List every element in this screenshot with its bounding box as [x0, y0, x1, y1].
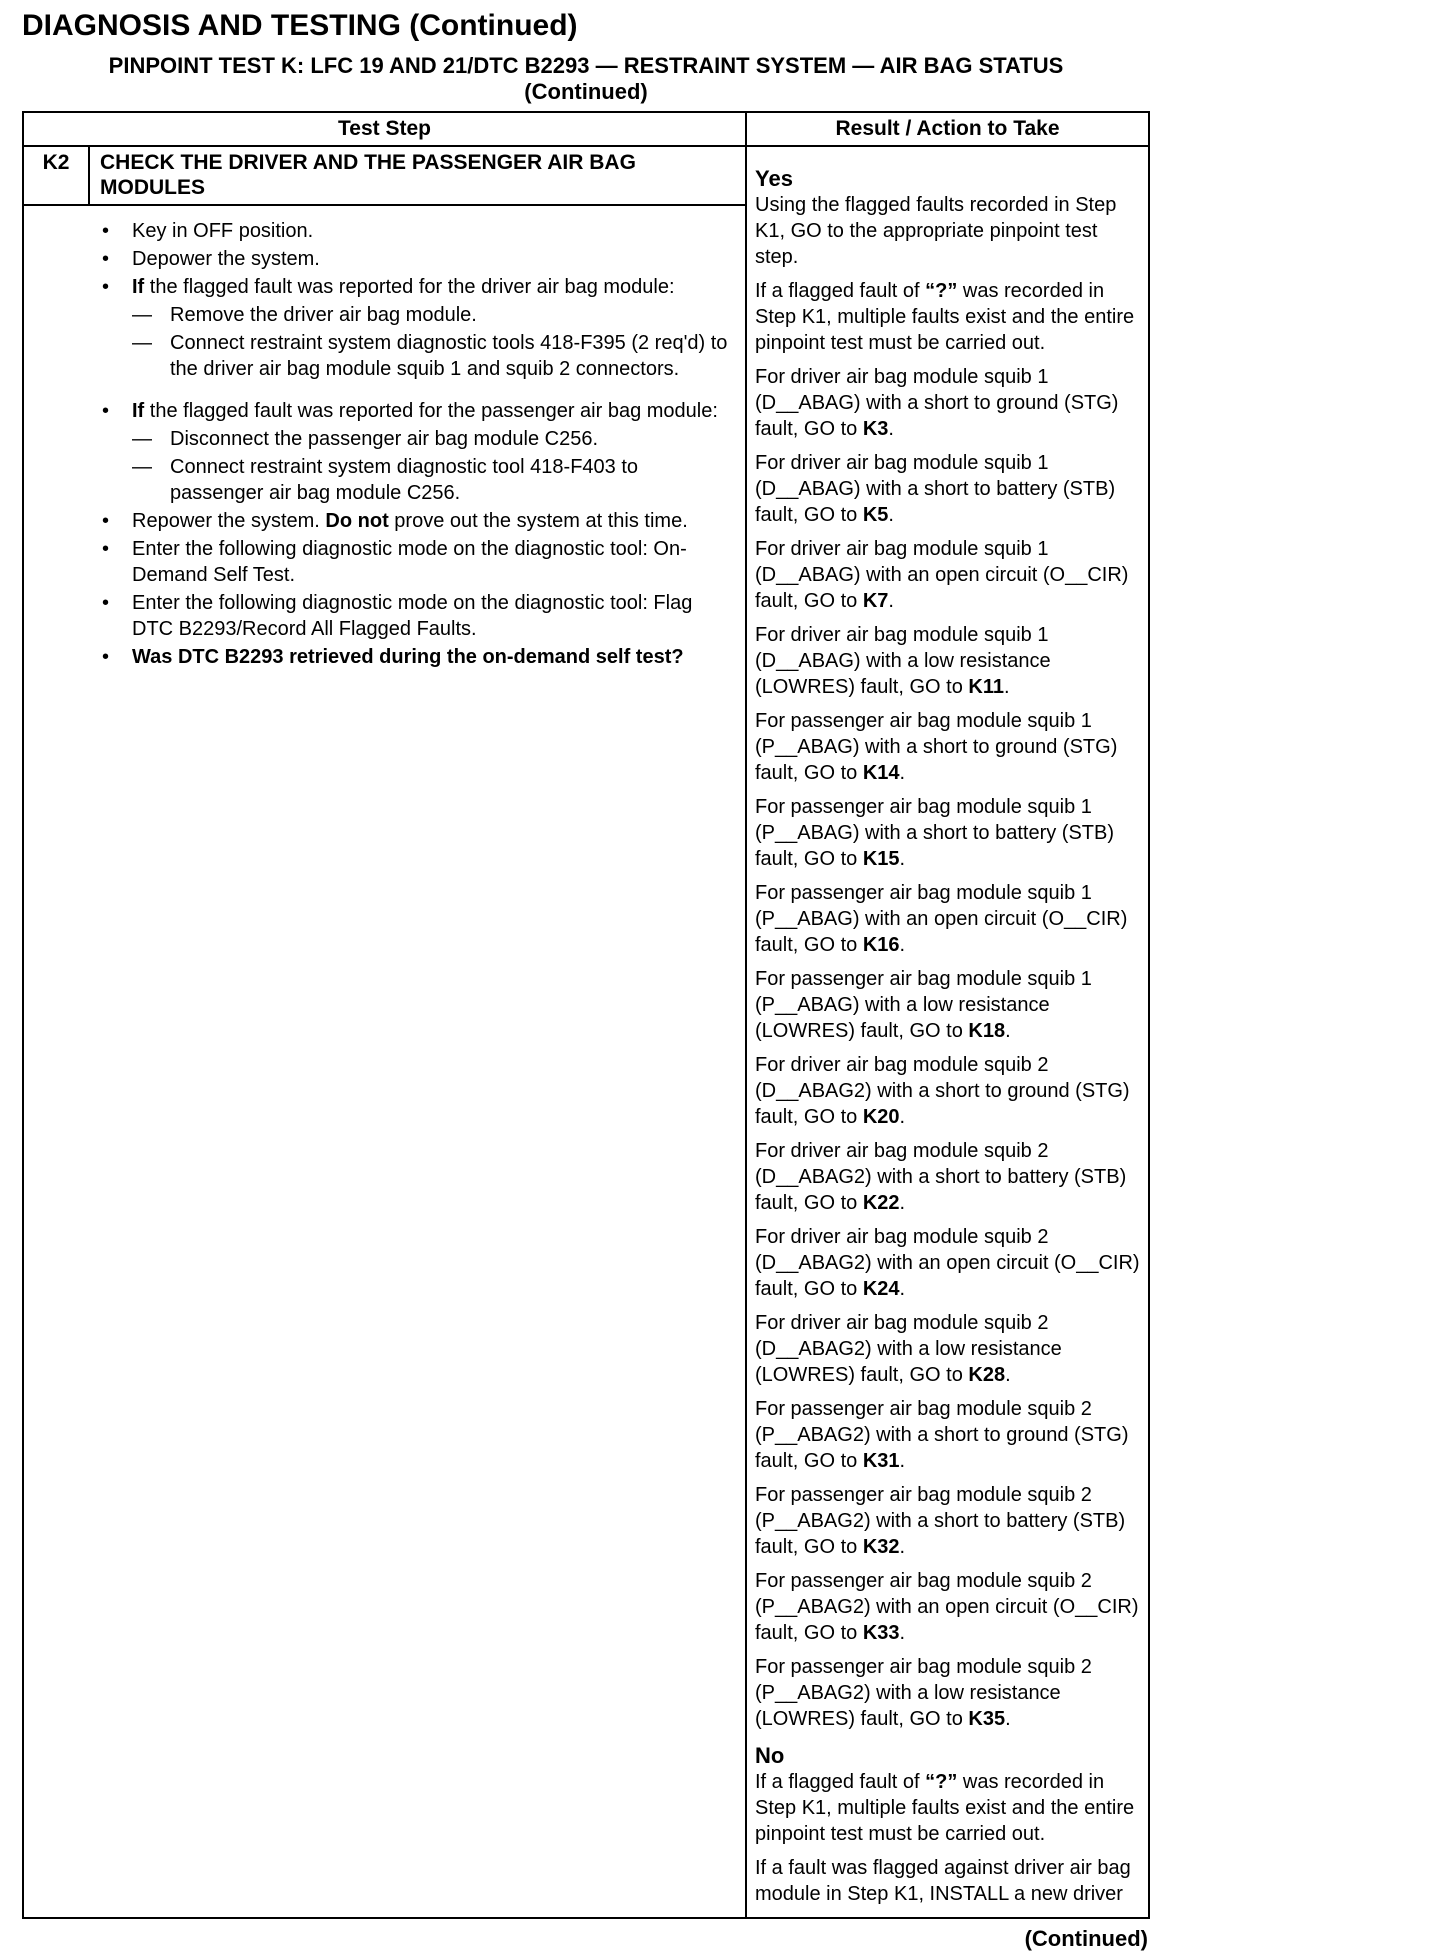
step-header-row: [24, 147, 745, 206]
result-paragraph: For passenger air bag module squib 1 (P__ABAG) with a short to ground (STG) fault, GO to K14.: [755, 710, 1118, 784]
result-paragraph: If a flagged fault of “?” was recorded in Step K1, multiple faults exist and the entire pinpoint test must be carried out.: [755, 1771, 1135, 1845]
pinpoint-test-table: [22, 111, 1150, 1919]
list-item: [24, 644, 731, 670]
list-item-text: Key in OFF position.: [132, 220, 314, 242]
list-item-text: Connect restraint system diagnostic tools 418-F395 (2 req'd) to the driver air bag module squib 1 and squib 2 connectors.: [170, 332, 728, 380]
list-item: [24, 454, 731, 506]
page-content: [22, 52, 1150, 1953]
result-paragraph: For driver air bag module squib 1 (D__ABAG) with a short to ground (STG) fault, GO to K3.: [755, 366, 1119, 440]
result-heading: No: [755, 1743, 785, 1768]
page-footer-continued: (Continued): [1024, 1926, 1148, 1951]
list-item: [24, 302, 731, 328]
result-paragraph: For driver air bag module squib 1 (D__ABAG) with a low resistance (LOWRES) fault, GO to K11.: [755, 624, 1051, 698]
result-paragraph: For passenger air bag module squib 2 (P__ABAG2) with a short to battery (STB) fault, GO to K32.: [755, 1484, 1126, 1558]
list-item-text: If the flagged fault was reported for the driver air bag module:: [132, 276, 675, 298]
bullet-marker: •: [102, 538, 110, 560]
list-item-text: If the flagged fault was reported for the passenger air bag module:: [132, 400, 718, 422]
list-item-text: Was DTC B2293 retrieved during the on-demand self test?: [132, 646, 684, 668]
dash-marker: —: [132, 332, 152, 354]
bullet-marker: •: [102, 646, 110, 668]
bullet-marker: •: [102, 592, 110, 614]
list-item: [24, 398, 731, 424]
bullet-marker: •: [102, 510, 110, 532]
result-paragraph: For passenger air bag module squib 1 (P__ABAG) with a low resistance (LOWRES) fault, GO to K18.: [755, 968, 1092, 1042]
list-item: [24, 590, 731, 642]
list-item: [24, 246, 731, 272]
bullet-marker: •: [102, 220, 110, 242]
dash-marker: —: [132, 428, 152, 450]
list-item: [24, 536, 731, 588]
result-blocks: [745, 147, 1148, 1917]
pinpoint-test-subtitle-continued: (Continued): [524, 79, 648, 104]
list-item: [24, 508, 731, 534]
pinpoint-test-subtitle: PINPOINT TEST K: LFC 19 AND 21/DTC B2293 — RESTRAINT SYSTEM — AIR BAG STATUS: [108, 53, 1064, 78]
step-title: CHECK THE DRIVER AND THE PASSENGER AIR BAG MODULES: [100, 151, 636, 199]
result-paragraph: For passenger air bag module squib 1 (P__ABAG) with a short to battery (STB) fault, GO to K15.: [755, 796, 1115, 870]
list-item-text: Enter the following diagnostic mode on the diagnostic tool: Flag DTC B2293/Record All Flagged Faults.: [132, 592, 693, 640]
test-step-cell: [24, 147, 745, 1917]
result-paragraph: For driver air bag module squib 2 (D__ABAG2) with a low resistance (LOWRES) fault, GO to K28.: [755, 1312, 1062, 1386]
result-paragraph: For driver air bag module squib 2 (D__ABAG2) with a short to battery (STB) fault, GO to K22.: [755, 1140, 1127, 1214]
column-header-result: Result / Action to Take: [745, 113, 1148, 147]
result-paragraph: For passenger air bag module squib 2 (P__ABAG2) with an open circuit (O__CIR) fault, GO to K33.: [755, 1570, 1139, 1644]
column-header-test-step: Test Step: [24, 113, 745, 147]
bullet-marker: •: [102, 248, 110, 270]
result-heading: Yes: [755, 166, 793, 191]
list-item-text: Repower the system. Do not prove out the system at this time.: [132, 510, 688, 532]
test-step-list: [24, 206, 745, 680]
bullet-marker: •: [102, 276, 110, 298]
list-item: [24, 426, 731, 452]
result-paragraph: For driver air bag module squib 1 (D__ABAG) with an open circuit (O__CIR) fault, GO to K7.: [755, 538, 1129, 612]
list-item-text: Remove the driver air bag module.: [170, 304, 477, 326]
result-paragraph: If a flagged fault of “?” was recorded in Step K1, multiple faults exist and the entire pinpoint test must be carried out.: [755, 280, 1135, 354]
result-paragraph: Using the flagged faults recorded in Step K1, GO to the appropriate pinpoint test step.: [755, 194, 1117, 268]
dash-marker: —: [132, 304, 152, 326]
list-item-text: Enter the following diagnostic mode on the diagnostic tool: On-Demand Self Test.: [132, 538, 687, 586]
list-item: [24, 218, 731, 244]
dash-marker: —: [132, 456, 152, 478]
result-paragraph: For passenger air bag module squib 2 (P__ABAG2) with a low resistance (LOWRES) fault, GO to K35.: [755, 1656, 1092, 1730]
page-title: DIAGNOSIS AND TESTING (Continued): [22, 9, 578, 42]
result-paragraph: If a fault was flagged against driver air bag module in Step K1, INSTALL a new driver: [755, 1857, 1131, 1905]
list-item-text: Depower the system.: [132, 248, 320, 270]
list-item-text: Disconnect the passenger air bag module C256.: [170, 428, 599, 450]
step-id: K2: [24, 147, 90, 204]
bullet-marker: •: [102, 400, 110, 422]
list-item: [24, 274, 731, 300]
list-item-text: Connect restraint system diagnostic tool 418-F403 to passenger air bag module C256.: [170, 456, 639, 504]
result-paragraph: For driver air bag module squib 2 (D__ABAG2) with an open circuit (O__CIR) fault, GO to K24.: [755, 1226, 1140, 1300]
list-item: [24, 330, 731, 382]
result-paragraph: For driver air bag module squib 2 (D__ABAG2) with a short to ground (STG) fault, GO to K20.: [755, 1054, 1130, 1128]
result-paragraph: For passenger air bag module squib 1 (P__ABAG) with an open circuit (O__CIR) fault, GO to K16.: [755, 882, 1128, 956]
result-paragraph: For driver air bag module squib 1 (D__ABAG) with a short to battery (STB) fault, GO to K5.: [755, 452, 1116, 526]
result-paragraph: For passenger air bag module squib 2 (P__ABAG2) with a short to ground (STG) fault, GO to K31.: [755, 1398, 1129, 1472]
